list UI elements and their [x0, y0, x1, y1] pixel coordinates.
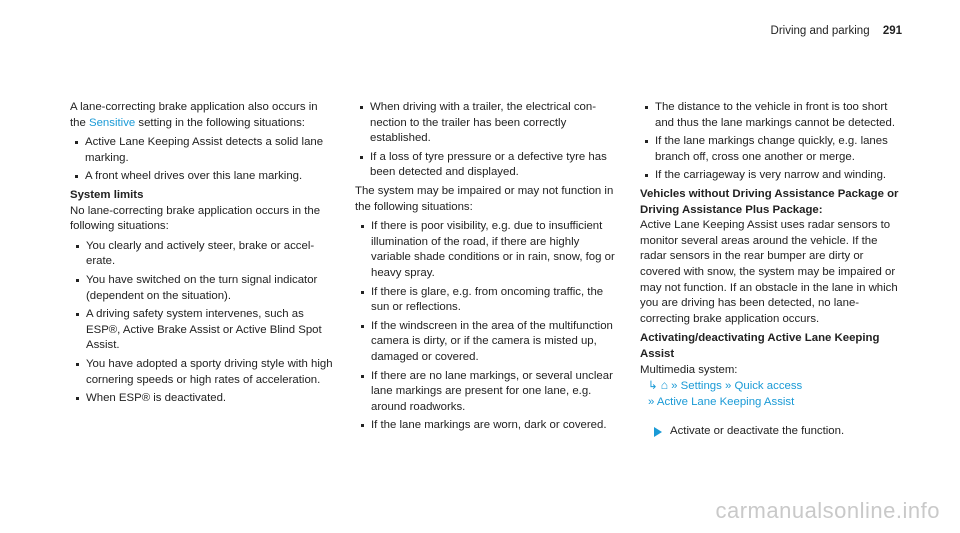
column-2 [355, 100, 620, 437]
limits-list [70, 239, 335, 407]
watermark: carmanualsonline.info [715, 498, 940, 524]
chevron-right-icon: » [725, 380, 732, 393]
settings-link[interactable]: Settings [680, 380, 722, 393]
chevron-right-icon: » [671, 380, 678, 393]
chevron-right-icon: » [648, 395, 655, 408]
list-item: A front wheel drives over this lane marking. [70, 169, 335, 185]
list-item: If the lane markings change quickly, e.g. lanes branch off, cross one another or merge. [640, 134, 906, 165]
intro-paragraph: A lane-correcting brake application also occurs in the Sensitive setting in the following situations: [70, 101, 318, 129]
activating-heading: Activating/deactivating Active Lane Keeping Assist [640, 332, 880, 360]
vehicles-heading: Vehicles without Driving Assistance Package or Driving Assistance Plus Package: [640, 187, 899, 216]
list-item: You have switched on the turn signal indicator (dependent on the situation). [70, 273, 335, 304]
action-text: Activate or deactivate the function. [670, 425, 845, 438]
quick-access-link[interactable]: Quick access [734, 380, 803, 393]
list-item: You clearly and actively steer, brake or accelerate. [70, 239, 335, 270]
conditions-list [355, 100, 620, 181]
sensitive-setting-link[interactable]: Sensitive [89, 116, 136, 129]
impair-list [355, 219, 620, 434]
list-item: If there is poor visibility, e.g. due to insufficient illumination of the road, if there are highly variable shade conditions or in rain, snow, fog or heavy spray. [355, 219, 620, 281]
list-item: You have adopted a sporty driving style with high cornering speeds or high rates of acceleration. [70, 357, 335, 388]
list-item: If there are no lane markings, or several unclear lane markings are present for one lane, e.g. around roadworks. [355, 369, 620, 416]
home-icon[interactable]: ⌂ [660, 378, 668, 393]
limits-continued-list [640, 100, 906, 184]
action-triangle-icon [654, 427, 662, 437]
page-header [771, 24, 902, 40]
column-3 [640, 100, 906, 440]
multimedia-label: Multimedia system: [640, 363, 738, 376]
list-item: Active Lane Keeping Assist detects a solid lane marking. [70, 135, 335, 166]
enter-arrow-icon: ↳ [648, 380, 658, 393]
impair-intro: The system may be impaired or may not function in the following situations: [355, 184, 614, 213]
limits-intro: No lane-correcting brake application occurs in the following situations: [70, 204, 321, 233]
list-item: If the windscreen in the area of the multifunction camera is dirty, or if the camera is misted up, damaged or covered. [355, 319, 620, 366]
list-item: If a loss of tyre pressure or a defective tyre has been detected and displayed. [355, 150, 620, 181]
list-item: If the lane markings are worn, dark or covered. [355, 418, 620, 434]
column-1 [70, 100, 335, 410]
page-number: 291 [882, 25, 902, 37]
active-lane-keeping-assist-link[interactable]: Active Lane Keeping Assist [656, 395, 795, 408]
list-item: When driving with a trailer, the electrical connection to the trailer has been correctly established. [355, 100, 620, 147]
vehicles-text: Active Lane Keeping Assist uses radar sensors to monitor several areas around the vehicle. If the radar sensors in the rear bumper are dirty or covered with snow, the system may be impaired or may not function. If an obstacle in the lane in which you are driving has been detected, no lane-correcting brake application occurs. [640, 219, 898, 325]
list-item: If the carriageway is very narrow and winding. [640, 168, 906, 184]
menu-path [640, 378, 906, 410]
system-limits-heading: System limits [70, 188, 144, 201]
list-item: A driving safety system intervenes, such as ESP®, Active Brake Assist or Active Blind Spot Assist. [70, 307, 335, 354]
situations-list [70, 135, 335, 185]
section-title: Driving and parking [770, 25, 870, 37]
list-item: The distance to the vehicle in front is too short and thus the lane markings cannot be detected. [640, 100, 906, 131]
list-item: If there is glare, e.g. from oncoming traffic, the sun or reflections. [355, 285, 620, 316]
list-item: When ESP® is deactivated. [70, 391, 335, 407]
action-step [640, 424, 906, 440]
